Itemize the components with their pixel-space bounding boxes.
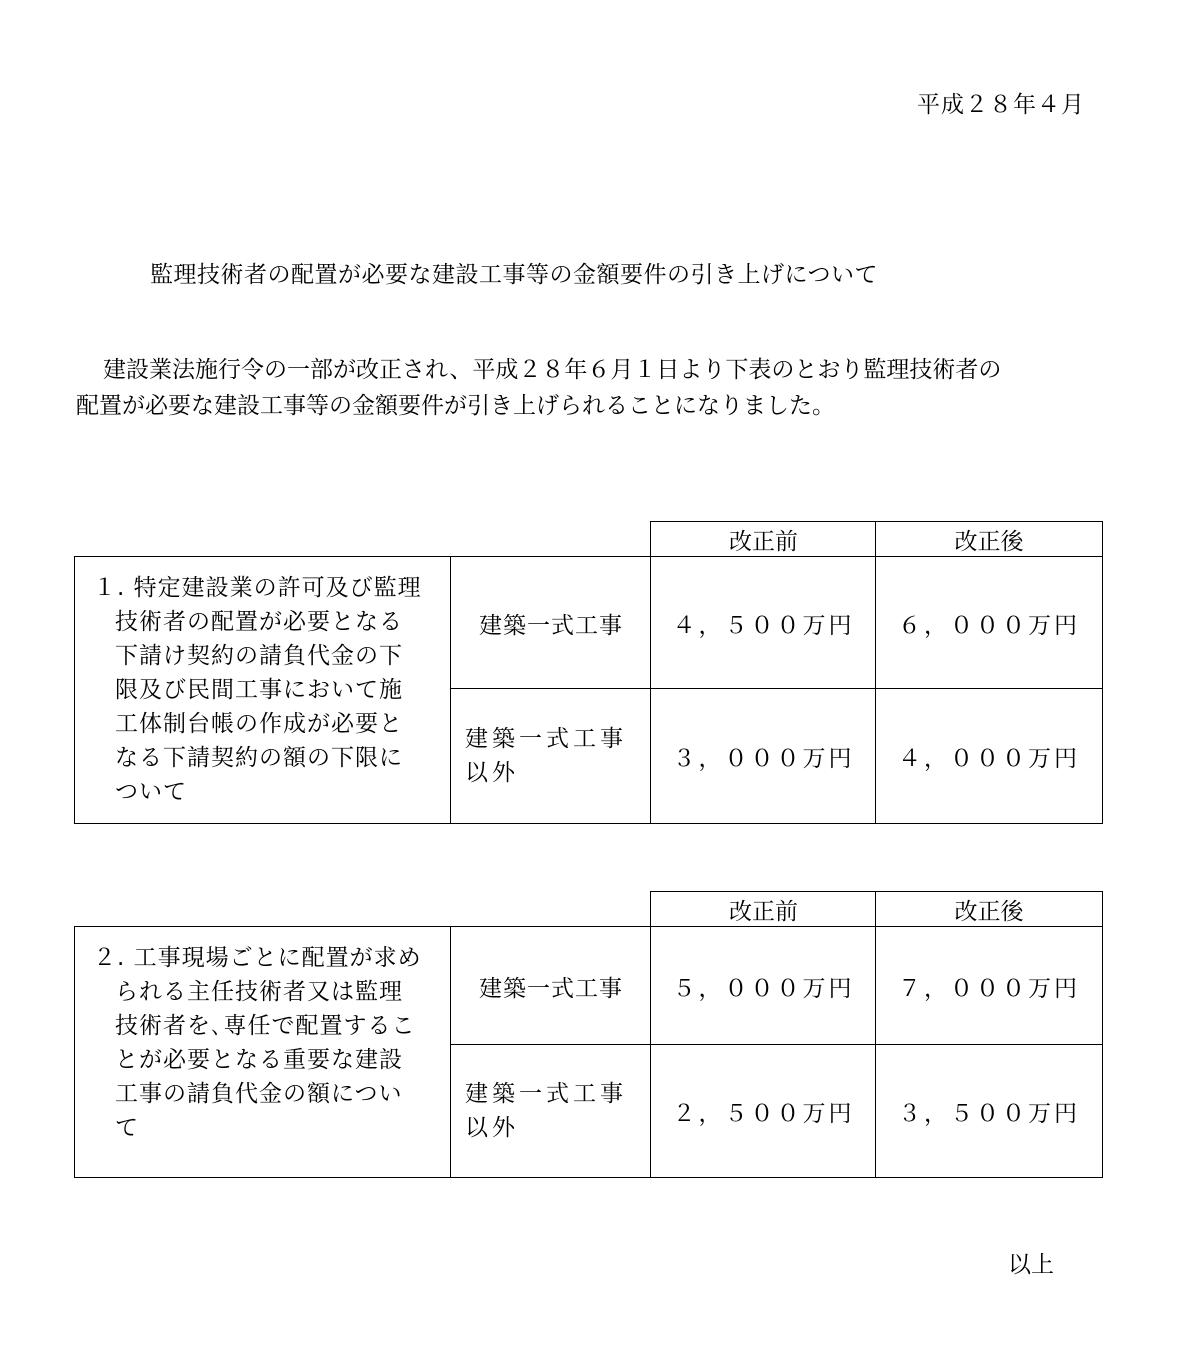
table2-desc-line: とが必要となる重要な建設 <box>115 1047 403 1073</box>
table1-desc-line: ついて <box>115 779 187 805</box>
table1-row1-before: ４，５００万円 <box>650 556 877 690</box>
table1-row2-before: ３，０００万円 <box>650 688 877 824</box>
table2-desc-line: 工事の請負代金の額につい <box>115 1081 403 1107</box>
table1-row1-after: ６，０００万円 <box>875 556 1103 690</box>
table1-row2-category-line1: 建築一式工事 <box>465 726 627 752</box>
table2-row1-category: 建築一式工事 <box>450 926 652 1046</box>
table1-desc-line: 工体制台帳の作成が必要と <box>115 711 403 737</box>
table2-row2-category-line2: 以外 <box>465 1115 519 1141</box>
table1-header-before: 改正前 <box>650 521 877 558</box>
table2-desc-line: ２. 工事現場ごとに配置が求め <box>93 945 422 971</box>
table2-row1-after: ７，０００万円 <box>875 926 1103 1046</box>
intro-line-2: 配置が必要な建設工事等の金額要件が引き上げられることになりました。 <box>76 393 835 419</box>
table1-desc-line: なる下請契約の額の下限に <box>115 745 403 771</box>
table1-desc-line: １. 特定建設業の許可及び監理 <box>93 575 422 601</box>
document-title: 監理技術者の配置が必要な建設工事等の金額要件の引き上げについて <box>150 262 879 288</box>
table1-row2-category-line2: 以外 <box>465 760 519 786</box>
document-date: 平成２８年４月 <box>917 92 1085 118</box>
table1-desc-line: 限及び民間工事において施 <box>115 677 403 703</box>
table2-header-before: 改正前 <box>650 891 877 928</box>
table1-header-after: 改正後 <box>875 521 1103 558</box>
table2-desc-line: て <box>115 1115 139 1141</box>
table2-desc-line: られる主任技術者又は監理 <box>115 979 403 1005</box>
table2-row2-after: ３，５００万円 <box>875 1044 1103 1178</box>
table1-desc-line: 下請け契約の請負代金の下 <box>115 643 403 669</box>
closing-mark: 以上 <box>1008 1252 1054 1278</box>
intro-line-1: 建設業法施行令の一部が改正され、平成２８年６月１日より下表のとおり監理技術者の <box>103 357 1002 383</box>
table2-description <box>74 926 452 1178</box>
table2-desc-line: 技術者を､専任で配置するこ <box>115 1013 416 1039</box>
table2-row2-category <box>450 1044 652 1178</box>
table2-row1-before: ５，０００万円 <box>650 926 877 1046</box>
table1-row1-category: 建築一式工事 <box>450 556 652 690</box>
table1-desc-line: 技術者の配置が必要となる <box>115 609 403 635</box>
table1-row2-category <box>450 688 652 824</box>
intro-paragraph <box>76 352 1116 424</box>
table2-row2-before: ２，５００万円 <box>650 1044 877 1178</box>
table2-header-after: 改正後 <box>875 891 1103 928</box>
table2-row2-category-line1: 建築一式工事 <box>465 1081 627 1107</box>
table1-description <box>74 556 452 824</box>
table1-row2-after: ４，０００万円 <box>875 688 1103 824</box>
